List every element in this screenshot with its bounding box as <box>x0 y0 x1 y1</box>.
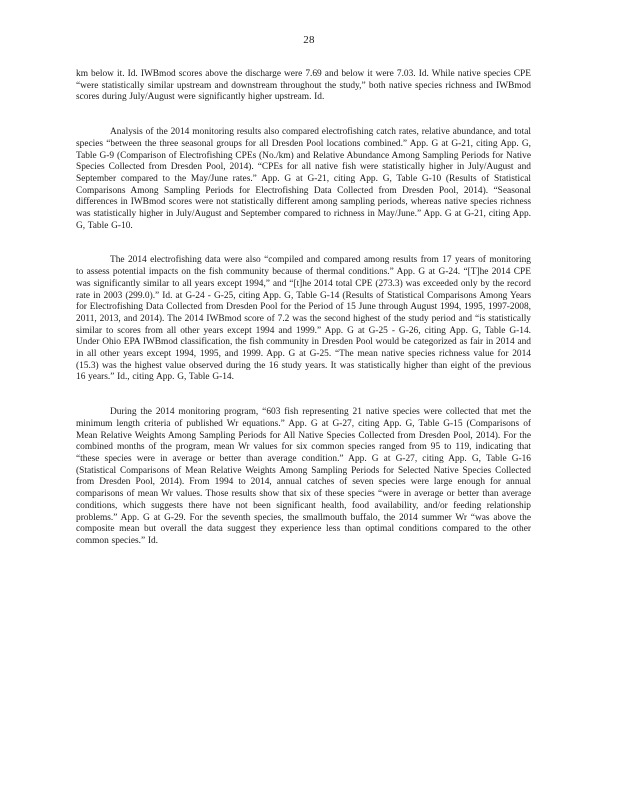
paragraph-seasonal-analysis: Analysis of the 2014 monitoring results also compared electrofishing catch rates, relative abundance, and total species “between the three seasonal groups for all Dresden Pool locations combined.” App. G at G-21, citing App. G, Table G-9 (Comparison of Electrofishing CPEs (No./km) and Relative Abundance Among Sampling Periods for Native Species Collected from Dresden Pool, 2014). “CPEs for all native fish were statistically higher in July/August and September compared to the May/June rates.” App. G at G-21, citing App. G, Table G-10 (Results of Statistical Comparisons Among Sampling Periods for Electrofishing Data Collected from Dresden Pool, 2014). “Seasonal differences in IWBmod scores were not statistically different among sampling periods, whereas native species richness was statistically higher in July/August and September compared to richness in May/June.” App. G at G-21, citing App. G, Table G-10. <box>76 127 531 231</box>
document-body <box>76 69 531 548</box>
paragraph-gap <box>76 384 531 407</box>
page-number: 28 <box>303 34 315 46</box>
paragraph-multi-year-comparison: The 2014 electrofishing data were also “compiled and compared among results from 17 years of monitoring to assess potential impacts on the fish community because of thermal conditions.” App. G at G-24. “[T]he 2014 CPE was significantly similar to all years except 1994,” and “[t]he 2014 total CPE (273.3) was exceeded only by the record rate in 2003 (299.0).” Id. at G-24 - G-25, citing App. G, Table G-14 (Results of Statistical Comparisons Among Years for Electrofishing Data Collected from Dresden Pool for the Period of 15 June through August 1994, 1995, 1997-2008, 2011, 2013, and 2014). The 2014 IWBmod score of 7.2 was the second highest of the study period and “is statistically similar to scores from all other years except 1994 and 1999.” App. G at G-25 - G-26, citing App. G, Table G-14. Under Ohio EPA IWBmod classification, the fish community in Dresden Pool would be categorized as fair in 2014 and in all other years except 1994, 1995, and 1999. App. G at G-25. “The mean native species richness value for 2014 (15.3) was the highest value observed during the 16 study years. It was statistically higher than eight of the previous 16 years.” Id., citing App. G, Table G-14. <box>76 255 531 383</box>
paragraph-continuation: km below it. Id. IWBmod scores above the discharge were 7.69 and below it were 7.03. Id. While native species CPE “were statistically similar upstream and downstream throughout the study,” both native species richness and IWBmod scores during July/August were significantly higher upstream. Id. <box>76 69 531 103</box>
paragraph-relative-weights: During the 2014 monitoring program, “603 fish representing 21 native species were collected that met the minimum length criteria of published Wr equations.” App. G at G-27, citing App. G, Table G-15 (Comparisons of Mean Relative Weights Among Sampling Periods for All Native Species Collected from Dresden Pool, 2014). For the combined months of the program, mean Wr values for six common species ranged from 95 to 119, indicating that “these species were in average or better than average condition.” App. G at G-27, citing App. G, Table G-16 (Statistical Comparisons of Mean Relative Weights Among Sampling Periods for Selected Native Species Collected from Dresden Pool, 2014). From 1994 to 2014, annual catches of seven species were large enough for annual comparisons of mean Wr values. Those results show that six of these species “were in average or better than average conditions, which suggests there have not been significant health, food availability, and/or feeding relationship problems.” App. G at G-29. For the seventh species, the smallmouth buffalo, the 2014 summer Wr “was above the composite mean but overall the data suggest they experience less than optimal conditions compared to the other common species.” Id. <box>76 407 531 546</box>
paragraph-gap <box>76 232 531 255</box>
paragraph-gap <box>76 104 531 127</box>
